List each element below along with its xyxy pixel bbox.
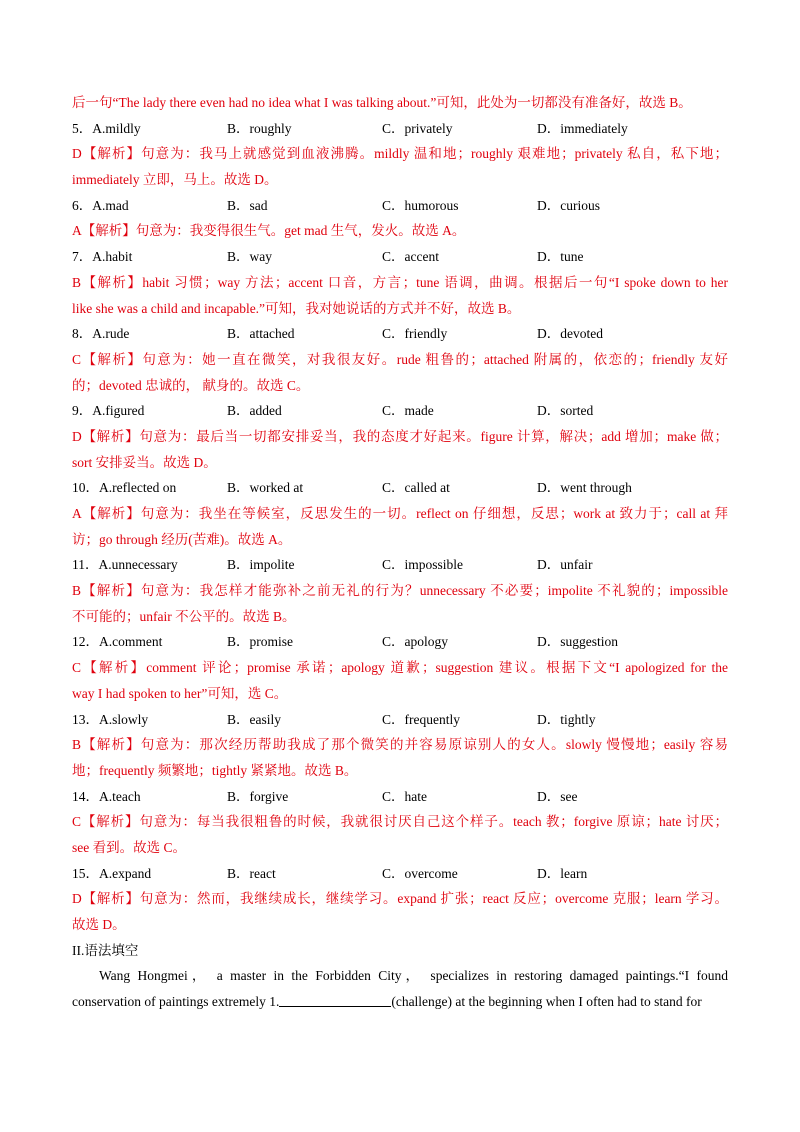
answer-explanation-line: A【解析】句意为：我变得很生气。get mad 生气，发火。故选 A。 — [72, 223, 466, 239]
option-c: C．accent — [382, 249, 439, 265]
option-d: D．sorted — [537, 403, 594, 419]
question-options-row — [72, 861, 728, 887]
option-d: D．curious — [537, 197, 600, 213]
answer-explanation-line: A【解析】句意为：我坐在等候室，反思发生的一切。reflect on 仔细想，反思；work at 致力于；call at 拜 — [72, 506, 728, 521]
answer-explanation-line: D【解析】句意为：然而，我继续成长，继续学习。expand 扩张；react 反应；overcome 克服；learn 学习。 — [72, 891, 728, 907]
option-c: C．privately — [382, 120, 453, 136]
option-a: 14．A.teach — [72, 788, 141, 804]
answer-explanation-line: sort 安排妥当。故选 D。 — [72, 454, 217, 470]
question-options-row — [72, 244, 728, 270]
option-b: B．attached — [227, 326, 295, 342]
answer-explanation-line: 访；go through 经历(苦难)。故选 A。 — [72, 531, 292, 547]
option-a: 9．A.figured — [72, 403, 145, 419]
answer-explanation-line: B【解析】句意为：那次经历帮助我成了那个微笑的并容易原谅别人的女人。slowly 慢慢地；easily 容易 — [72, 737, 728, 753]
option-c: C．frequently — [382, 711, 460, 727]
option-b: B．promise — [227, 634, 293, 650]
option-b: B．way — [227, 249, 272, 265]
answer-explanation-line: D【解析】句意为：我马上就感觉到血液沸腾。mildly 温和地；roughly 艰难地；privately 私自，私下地； — [72, 146, 728, 162]
option-c: C．impossible — [382, 557, 464, 573]
answer-explanation-line: B【解析】句意为：我怎样才能弥补之前无礼的行为？unnecessary 不必要；impolite 不礼貌的；impossible — [72, 583, 728, 599]
question-options-row — [72, 398, 728, 424]
answer-explanation-line: immediately 立即，马上。故选 D。 — [72, 172, 278, 188]
option-c: C．hate — [382, 788, 427, 804]
option-d: D．suggestion — [537, 634, 618, 650]
option-d: D．tightly — [537, 711, 596, 727]
option-c: C．apology — [382, 634, 448, 650]
question-options-row — [72, 475, 728, 501]
option-d: D．learn — [537, 865, 588, 881]
answer-explanation-line: C【解析】句意为：她一直在微笑，对我很友好。rude 粗鲁的；attached 附属的，依恋的；friendly 友好 — [72, 351, 728, 367]
answer-explanation-line: D【解析】句意为：最后当一切都安排妥当，我的态度才好起来。figure 计算，解决；add 增加；make 做； — [72, 428, 728, 444]
answer-explanation-line: see 看到。故选 C。 — [72, 839, 186, 855]
option-a: 5．A.mildly — [72, 120, 141, 136]
option-b: B．impolite — [227, 557, 295, 573]
answer-explanation-line: way I had spoken to her”可知，选 C。 — [72, 685, 288, 701]
text-line: II.语法填空 — [72, 942, 139, 958]
answer-explanation-line: 不可能的；unfair 不公平的。故选 B。 — [72, 608, 296, 624]
question-options-row — [72, 193, 728, 219]
answer-explanation-line: B【解析】habit 习惯；way 方法；accent 口音，方言；tune 语调，曲调。根据后一句“I spoke down to her — [72, 274, 728, 290]
text-before-blank: conservation of paintings extremely 1. — [72, 994, 280, 1010]
question-options-row — [72, 552, 728, 578]
question-options-row — [72, 629, 728, 655]
option-a: 10．A.reflected on — [72, 480, 177, 496]
option-d: D．unfair — [537, 557, 593, 573]
answer-explanation-line: C【解析】句意为：每当我很粗鲁的时候，我就很讨厌自己这个样子。teach 教；forgive 原谅；hate 讨厌； — [72, 814, 728, 830]
question-options-row — [72, 321, 728, 347]
option-b: B．forgive — [227, 788, 289, 804]
answer-explanation-line: 的；devoted 忠诚的， 献身的。故选 C。 — [72, 377, 310, 393]
answer-explanation-line: C【解析】comment 评论；promise 承诺；apology 道歉；suggestion 建议。根据下文“I apologized for the — [72, 660, 728, 676]
answer-blank[interactable] — [279, 992, 391, 1007]
option-b: B．easily — [227, 711, 281, 727]
answer-explanation-line: like she was a child and incapable.”可知，我对她说话的方式并不好，故选 B。 — [72, 300, 521, 316]
option-b: B．react — [227, 865, 276, 881]
option-d: D．tune — [537, 249, 584, 265]
option-d: D．immediately — [537, 120, 628, 136]
answer-explanation-line: 后一句“The lady there even had no idea what I was talking about.”可知，此处为一切都没有准备好，故选 B。 — [72, 95, 692, 110]
text-after-blank: (challenge) at the beginning when I often had to stand for — [391, 994, 702, 1010]
option-a: 11．A.unnecessary — [72, 557, 178, 573]
option-a: 6．A.mad — [72, 197, 129, 213]
option-c: C．made — [382, 403, 434, 419]
option-a: 13．A.slowly — [72, 711, 149, 727]
option-d: D．see — [537, 788, 578, 804]
answer-explanation-line: 地；frequently 频繁地；tightly 紧紧地。故选 B。 — [72, 762, 358, 778]
option-d: D．devoted — [537, 326, 603, 342]
option-c: C．friendly — [382, 326, 448, 342]
text-line: Wang Hongmei， a master in the Forbidden City， specializes in restoring damaged paintings.“I found — [99, 968, 728, 984]
question-options-row — [72, 707, 728, 733]
fill-in-line — [72, 989, 728, 1015]
option-c: C．called at — [382, 480, 450, 496]
option-a: 8．A.rude — [72, 326, 130, 342]
option-a: 15．A.expand — [72, 865, 152, 881]
option-a: 12．A.comment — [72, 634, 163, 650]
option-c: C．humorous — [382, 197, 459, 213]
option-d: D．went through — [537, 480, 632, 496]
question-options-row — [72, 116, 728, 142]
option-b: B．added — [227, 403, 282, 419]
option-a: 7．A.habit — [72, 249, 133, 265]
answer-explanation-line: 故选 D。 — [72, 917, 126, 932]
question-options-row — [72, 784, 728, 810]
option-b: B．worked at — [227, 480, 304, 496]
option-b: B．roughly — [227, 120, 292, 136]
option-b: B．sad — [227, 197, 268, 213]
option-c: C．overcome — [382, 865, 458, 881]
document-body — [72, 90, 728, 1015]
